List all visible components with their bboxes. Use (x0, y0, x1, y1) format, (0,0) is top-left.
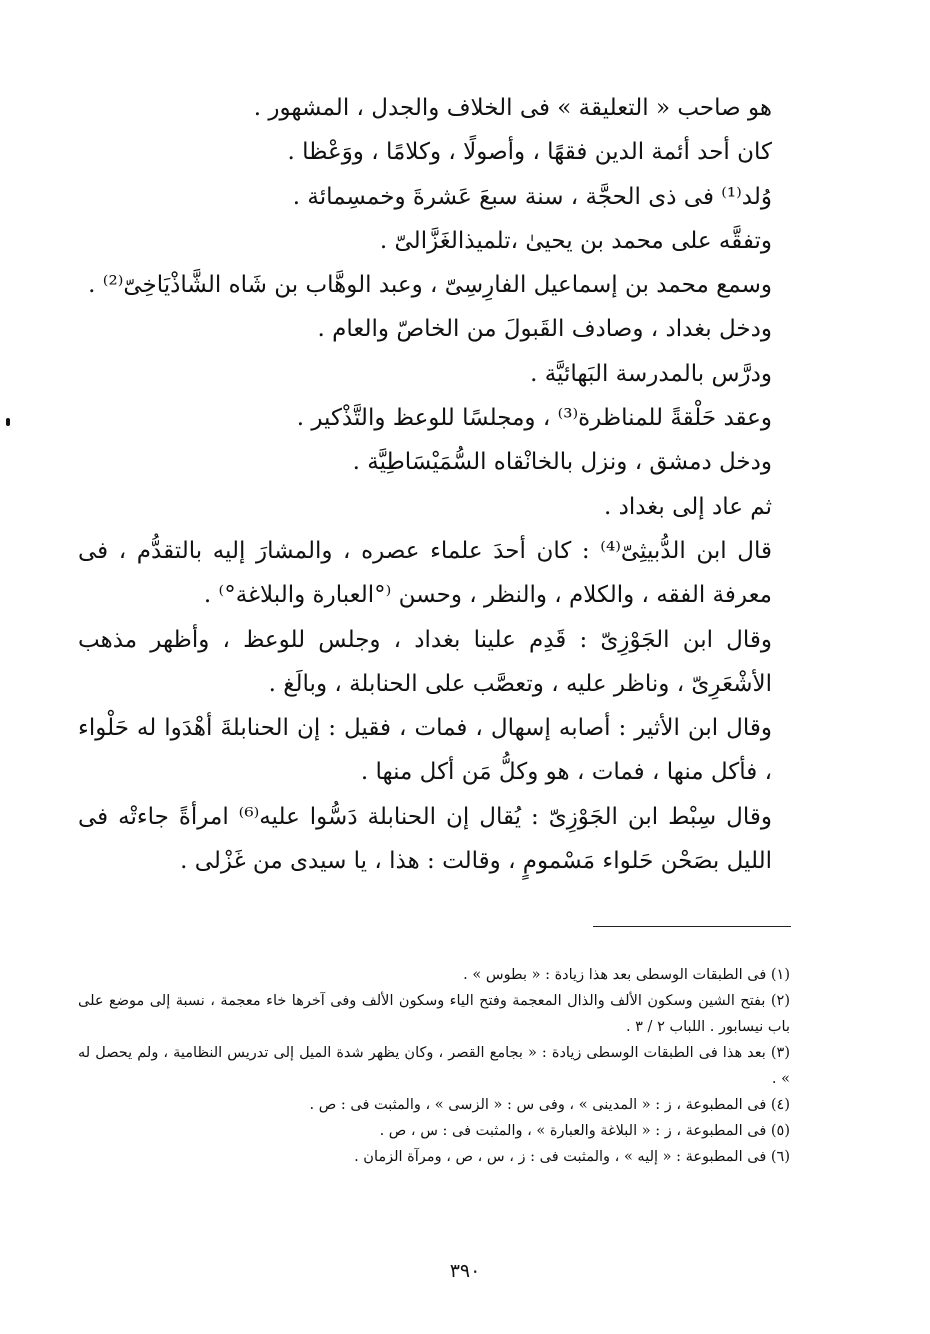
text-line: ثم عاد إلى بغداد . (603, 493, 772, 520)
paragraph: قال ابن الدُّبيثِىّ⁽⁴⁾ : كان أحدَ علماء عصره ، والمشارَ إليه بالتقدُّم ، فى معرفة الفقه ، والكلام ، والنظر ، وحسن ⁽°العبارة والبلاغة°⁾ . (78, 537, 772, 609)
footnote: (٤) فى المطبوعة ، ز : « المدينى » ، وفى س : « الزسى » ، والمثبت فى : ص . (309, 1097, 790, 1113)
text-line: ودخل دمشق ، ونزل بالخانْقاه السُّمَيْسَاطِيَّة . (352, 449, 772, 476)
footnote: (٦) فى المطبوعة : « إليه » ، والمثبت فى : ز ، س ، ص ، ومرآة الزمان . (354, 1149, 790, 1165)
main-text-block (78, 86, 804, 883)
footnote: (١) فى الطبقات الوسطى بعد هذا زيادة : « بطوس » . (463, 967, 790, 983)
text-line: ودرَّس بالمدرسة البَهائيَّة . (530, 360, 772, 387)
text-line: هو صاحب « التعليقة » فى الخلاف والجدل ، المشهور . (253, 95, 772, 121)
footnote: (٣) بعد هذا فى الطبقات الوسطى زيادة : « بجامع القصر ، وكان يظهر شدة الميل إلى تدريس النظامية ، ولم يحصل له » . (78, 1045, 790, 1087)
footnote: (٢) بفتح الشين وسكون الألف والذال المعجمة وفتح الياء وسكون الألف وفى آخرها خاء معجمة ، نسبة إلى موضع على باب نيسابور . اللباب ٢ / ٣ . (78, 993, 790, 1035)
paragraph: وقال سِبْط ابن الجَوْزِىّ : يُقال إن الحنابلة دَسُّوا عليه⁽⁶⁾ امرأةً جاءتْه فى الليل بصَحْن حَلواء مَسْمومٍ ، وقالت : هذا ، يا سيدى من غَزْلى . (78, 803, 772, 875)
page-number: ٣٩٠ (449, 1260, 481, 1282)
text-line: كان أحد أئمة الدين فقهًا ، وأصولًا ، وكلامًا ، ووَعْظا . (287, 139, 772, 166)
margin-mark (6, 418, 10, 426)
paragraph: وقال ابن الجَوْزِىّ : قَدِم علينا بغداد ، وجلس للوعظ ، وأظهر مذهب الأشْعَرِىّ ، وناظر عليه ، وتعصَّب على الحنابلة ، وبالَغ . (78, 626, 772, 697)
text-line: ودخل بغداد ، وصادف القَبولَ من الخاصّ والعام . (317, 316, 772, 343)
text-line: وُلد⁽¹⁾ فى ذى الحجَّة ، سنة سبعَ عَشرةَ وخمسِمائة . (292, 183, 772, 210)
footnotes-block (78, 962, 804, 1170)
text-line: وسمع محمد بن إسماعيل الفارِسِىّ ، وعبد الوهَّاب بن شَاه الشَّاذْيَاخِىّ⁽²⁾ . (88, 272, 772, 299)
text-line: وتفقَّه على محمد بن يحيىٰ ،تلميذالغَزَّالىّ . (379, 227, 772, 254)
footnote-separator (593, 926, 791, 927)
footnote: (٥) فى المطبوعة ، ز : « البلاغة والعبارة » ، والمثبت فى : س ، ص . (379, 1123, 790, 1139)
paragraph: وقال ابن الأثير : أصابه إسهال ، فمات ، فقيل : إن الحنابلةَ أهْدَوا له حَلْواء ، فأكل منها ، فمات ، هو وكلُّ مَن أكل منها . (78, 715, 772, 786)
text-line: وعقد حَلْقةً للمناظرة⁽³⁾ ، ومجلسًا للوعظ والتَّذْكير . (296, 405, 772, 432)
